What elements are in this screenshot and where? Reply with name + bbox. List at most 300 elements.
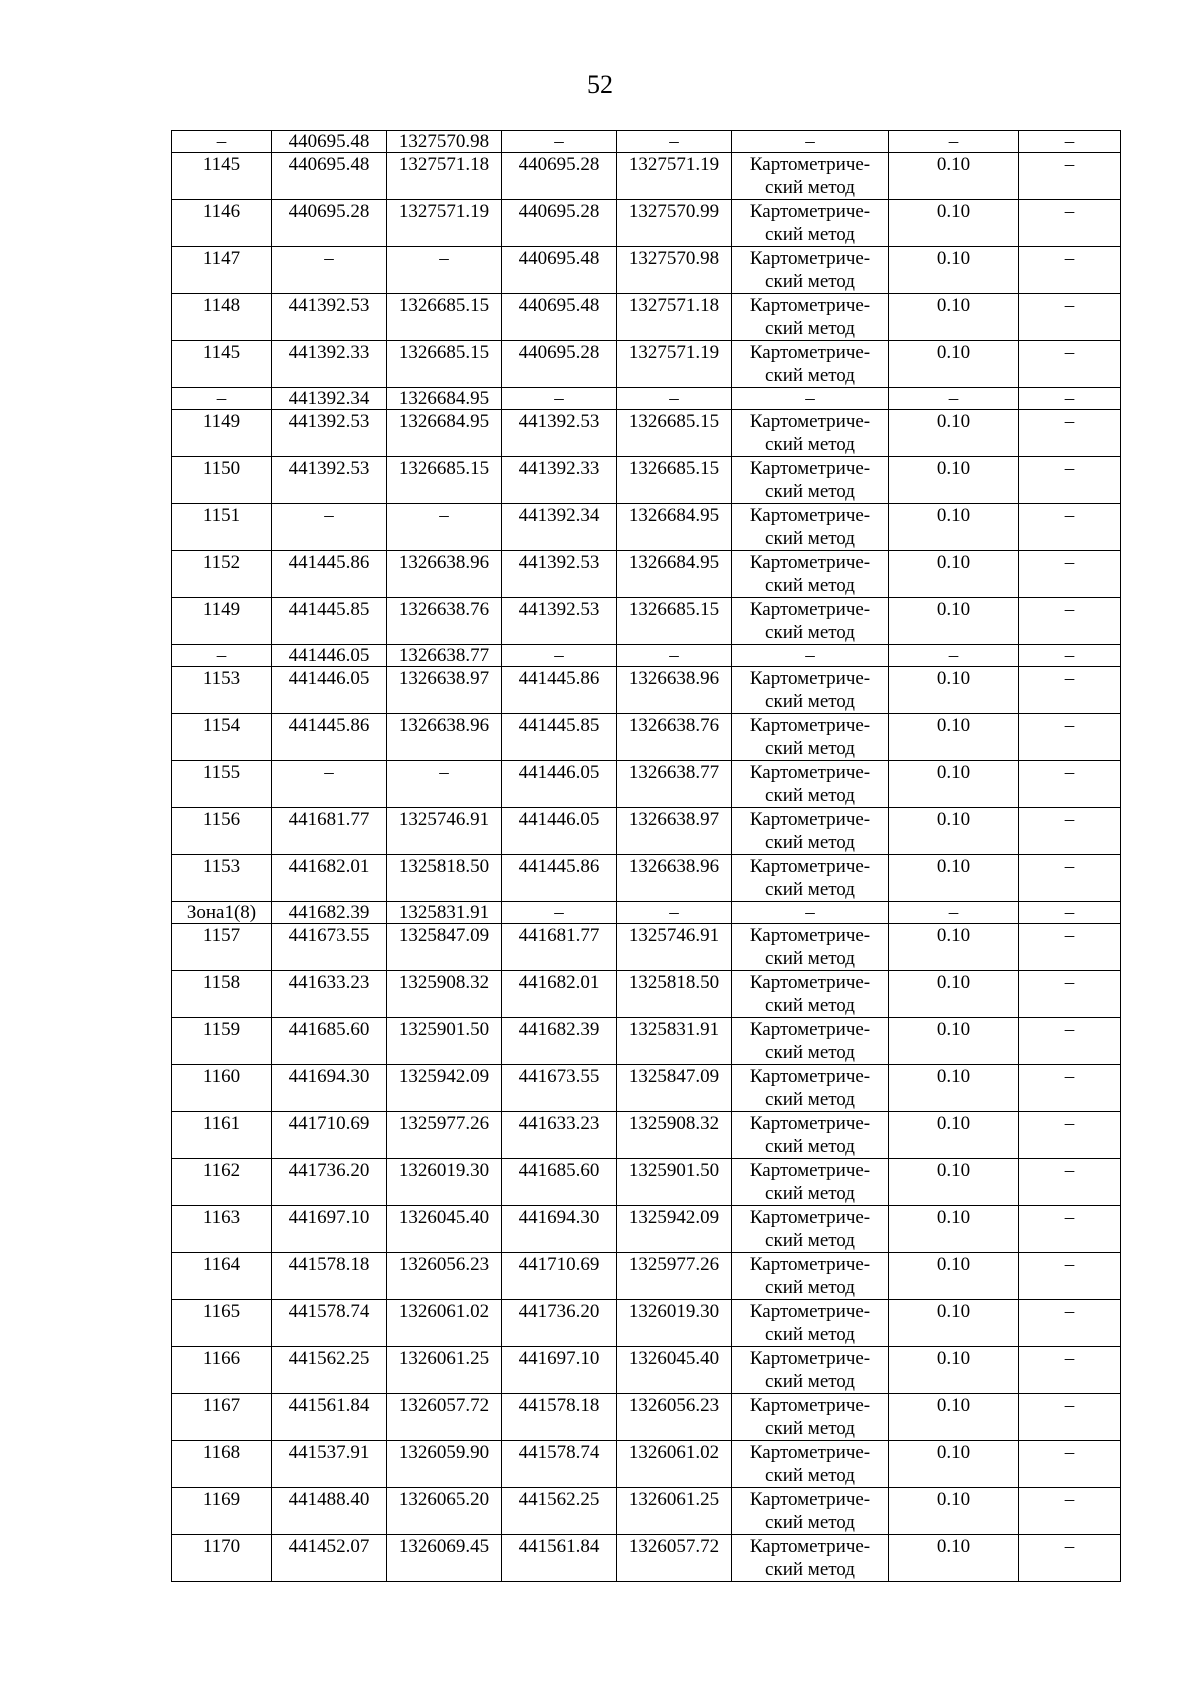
method-line-2: ский метод [765, 1136, 855, 1157]
point-id-cell: 1153 [172, 855, 272, 902]
method-line-1: Картометриче- [749, 856, 871, 877]
point-id-cell: 1157 [172, 924, 272, 971]
method-line-1: Картометриче- [749, 1207, 871, 1228]
method-cell [732, 1112, 889, 1159]
point-id-cell: 1169 [172, 1488, 272, 1535]
x-old-cell: 441392.33 [272, 341, 387, 388]
table-row [172, 924, 1121, 971]
point-id-cell: 1153 [172, 667, 272, 714]
note-cell: – [1019, 504, 1121, 551]
note-cell: – [1019, 1112, 1121, 1159]
point-id-cell: 1145 [172, 153, 272, 200]
y-new-cell: – [617, 131, 732, 153]
x-new-cell: 441562.25 [502, 1488, 617, 1535]
note-cell: – [1019, 1488, 1121, 1535]
note-cell: – [1019, 924, 1121, 971]
x-old-cell: 441446.05 [272, 667, 387, 714]
x-old-cell: 441561.84 [272, 1394, 387, 1441]
method-line-1: Картометриче- [749, 342, 871, 363]
x-old-cell: 441685.60 [272, 1018, 387, 1065]
accuracy-cell: 0.10 [889, 667, 1019, 714]
y-old-cell: 1326059.90 [387, 1441, 502, 1488]
method-line-1: Картометриче- [749, 154, 871, 175]
method-line-1: Картометриче- [749, 668, 871, 689]
y-old-cell: 1326061.02 [387, 1300, 502, 1347]
note-cell: – [1019, 1159, 1121, 1206]
point-id-cell: – [172, 131, 272, 153]
method-line-2: ский метод [765, 1465, 855, 1486]
y-new-cell: 1325908.32 [617, 1112, 732, 1159]
method-line-2: ский метод [765, 948, 855, 969]
method-line-1: Картометриче- [749, 972, 871, 993]
x-new-cell: 441697.10 [502, 1347, 617, 1394]
x-new-cell: 441392.53 [502, 598, 617, 645]
method-line-2: ский метод [765, 224, 855, 245]
x-new-cell: 441578.74 [502, 1441, 617, 1488]
table-row [172, 1159, 1121, 1206]
y-new-cell: 1326685.15 [617, 457, 732, 504]
table-row [172, 1488, 1121, 1535]
point-id-cell: Зона1(8) [172, 902, 272, 924]
x-old-cell: 441392.53 [272, 457, 387, 504]
x-old-cell: 441445.85 [272, 598, 387, 645]
table-row [172, 294, 1121, 341]
x-new-cell: 440695.28 [502, 200, 617, 247]
method-line-1: Картометриче- [749, 201, 871, 222]
x-new-cell: 440695.48 [502, 247, 617, 294]
point-id-cell: 1155 [172, 761, 272, 808]
y-old-cell: 1325818.50 [387, 855, 502, 902]
note-cell: – [1019, 1394, 1121, 1441]
table-row [172, 1065, 1121, 1112]
y-new-cell: 1325831.91 [617, 1018, 732, 1065]
y-new-cell: 1325818.50 [617, 971, 732, 1018]
table-row [172, 1018, 1121, 1065]
accuracy-cell: 0.10 [889, 457, 1019, 504]
x-new-cell: 441633.23 [502, 1112, 617, 1159]
y-new-cell: 1326061.02 [617, 1441, 732, 1488]
accuracy-cell: 0.10 [889, 200, 1019, 247]
method-line-1: Картометриче- [749, 1348, 871, 1369]
method-cell: – [732, 902, 889, 924]
point-id-cell: 1149 [172, 598, 272, 645]
method-line-1: Картометриче- [749, 505, 871, 526]
accuracy-cell: 0.10 [889, 1394, 1019, 1441]
note-cell: – [1019, 1347, 1121, 1394]
x-old-cell: 441681.77 [272, 808, 387, 855]
method-line-2: ский метод [765, 1418, 855, 1439]
point-id-cell: 1165 [172, 1300, 272, 1347]
note-cell: – [1019, 457, 1121, 504]
x-old-cell: 441392.53 [272, 410, 387, 457]
method-cell [732, 971, 889, 1018]
method-line-2: ский метод [765, 1230, 855, 1251]
y-old-cell: 1326019.30 [387, 1159, 502, 1206]
y-new-cell: 1326684.95 [617, 551, 732, 598]
method-line-1: Картометриче- [749, 1160, 871, 1181]
method-line-1: Картометриче- [749, 295, 871, 316]
x-old-cell: 440695.48 [272, 153, 387, 200]
accuracy-cell: 0.10 [889, 504, 1019, 551]
accuracy-cell: 0.10 [889, 551, 1019, 598]
note-cell: – [1019, 1441, 1121, 1488]
note-cell: – [1019, 902, 1121, 924]
y-old-cell: 1325746.91 [387, 808, 502, 855]
method-cell [732, 1018, 889, 1065]
x-old-cell: 441710.69 [272, 1112, 387, 1159]
x-new-cell: 441694.30 [502, 1206, 617, 1253]
x-new-cell: 441445.86 [502, 667, 617, 714]
point-id-cell: 1168 [172, 1441, 272, 1488]
note-cell: – [1019, 1018, 1121, 1065]
note-cell: – [1019, 153, 1121, 200]
point-id-cell: 1150 [172, 457, 272, 504]
method-cell [732, 457, 889, 504]
method-line-2: ский метод [765, 785, 855, 806]
method-line-2: ский метод [765, 691, 855, 712]
accuracy-cell: 0.10 [889, 1441, 1019, 1488]
table-row [172, 153, 1121, 200]
method-line-2: ский метод [765, 879, 855, 900]
table-row [172, 808, 1121, 855]
point-id-cell: 1161 [172, 1112, 272, 1159]
y-old-cell: 1326638.96 [387, 551, 502, 598]
y-old-cell: 1326638.97 [387, 667, 502, 714]
point-id-cell: 1146 [172, 200, 272, 247]
method-line-1: Картометриче- [749, 762, 871, 783]
method-cell [732, 714, 889, 761]
method-cell [732, 504, 889, 551]
table-row [172, 551, 1121, 598]
table-row [172, 1394, 1121, 1441]
y-old-cell: 1325847.09 [387, 924, 502, 971]
page-number: 52 [587, 70, 613, 99]
point-id-cell: 1163 [172, 1206, 272, 1253]
point-id-cell: – [172, 388, 272, 410]
x-new-cell: 441682.39 [502, 1018, 617, 1065]
y-old-cell: – [387, 504, 502, 551]
table-row [172, 1206, 1121, 1253]
note-cell: – [1019, 971, 1121, 1018]
x-new-cell: 441445.86 [502, 855, 617, 902]
accuracy-cell: 0.10 [889, 598, 1019, 645]
accuracy-cell: 0.10 [889, 410, 1019, 457]
x-old-cell: 441578.18 [272, 1253, 387, 1300]
accuracy-cell: 0.10 [889, 247, 1019, 294]
table-row [172, 1253, 1121, 1300]
y-new-cell: 1325977.26 [617, 1253, 732, 1300]
y-old-cell: 1327571.19 [387, 200, 502, 247]
point-id-cell: 1152 [172, 551, 272, 598]
method-cell [732, 924, 889, 971]
y-old-cell: 1326056.23 [387, 1253, 502, 1300]
x-new-cell: 441673.55 [502, 1065, 617, 1112]
point-id-cell: 1167 [172, 1394, 272, 1441]
y-new-cell: 1325847.09 [617, 1065, 732, 1112]
y-new-cell: 1326057.72 [617, 1535, 732, 1582]
y-new-cell: 1326685.15 [617, 410, 732, 457]
method-cell [732, 294, 889, 341]
x-new-cell: – [502, 388, 617, 410]
accuracy-cell: – [889, 388, 1019, 410]
method-cell [732, 1253, 889, 1300]
coordinates-table-body [172, 131, 1121, 1582]
coordinates-table [171, 130, 1121, 1582]
x-new-cell: 441445.85 [502, 714, 617, 761]
y-old-cell: 1325831.91 [387, 902, 502, 924]
method-cell: – [732, 388, 889, 410]
y-new-cell: 1326061.25 [617, 1488, 732, 1535]
note-cell: – [1019, 131, 1121, 153]
method-line-2: ский метод [765, 832, 855, 853]
method-line-1: Картометриче- [749, 1536, 871, 1557]
point-id-cell: 1159 [172, 1018, 272, 1065]
y-new-cell: 1326638.96 [617, 667, 732, 714]
point-id-cell: 1151 [172, 504, 272, 551]
y-old-cell: 1326685.15 [387, 457, 502, 504]
x-new-cell: 441681.77 [502, 924, 617, 971]
x-new-cell: 441392.33 [502, 457, 617, 504]
note-cell: – [1019, 855, 1121, 902]
accuracy-cell: 0.10 [889, 971, 1019, 1018]
method-line-2: ский метод [765, 1042, 855, 1063]
table-row [172, 1300, 1121, 1347]
accuracy-cell: 0.10 [889, 1253, 1019, 1300]
accuracy-cell: 0.10 [889, 153, 1019, 200]
method-line-1: Картометриче- [749, 1066, 871, 1087]
y-new-cell: – [617, 388, 732, 410]
x-new-cell: 441561.84 [502, 1535, 617, 1582]
note-cell: – [1019, 1253, 1121, 1300]
y-old-cell: 1326065.20 [387, 1488, 502, 1535]
method-cell [732, 667, 889, 714]
accuracy-cell: 0.10 [889, 1347, 1019, 1394]
method-line-1: Картометриче- [749, 248, 871, 269]
table-row [172, 598, 1121, 645]
method-line-1: Картометриче- [749, 552, 871, 573]
x-new-cell: 440695.48 [502, 294, 617, 341]
table-row [172, 1347, 1121, 1394]
x-new-cell: 441392.53 [502, 551, 617, 598]
table-row [172, 131, 1121, 153]
note-cell: – [1019, 410, 1121, 457]
table-row [172, 714, 1121, 761]
x-old-cell: 441578.74 [272, 1300, 387, 1347]
x-old-cell: 441682.39 [272, 902, 387, 924]
x-old-cell: 440695.48 [272, 131, 387, 153]
table-row [172, 761, 1121, 808]
method-line-2: ский метод [765, 622, 855, 643]
table-row [172, 410, 1121, 457]
method-line-2: ский метод [765, 1277, 855, 1298]
accuracy-cell: 0.10 [889, 855, 1019, 902]
note-cell: – [1019, 714, 1121, 761]
point-id-cell: 1148 [172, 294, 272, 341]
x-new-cell: 440695.28 [502, 153, 617, 200]
accuracy-cell: 0.10 [889, 341, 1019, 388]
x-old-cell: 441673.55 [272, 924, 387, 971]
y-old-cell: 1326685.15 [387, 294, 502, 341]
method-cell [732, 410, 889, 457]
y-old-cell: 1327570.98 [387, 131, 502, 153]
x-new-cell: – [502, 902, 617, 924]
x-new-cell: 441392.53 [502, 410, 617, 457]
x-old-cell: 441697.10 [272, 1206, 387, 1253]
y-new-cell: 1326638.97 [617, 808, 732, 855]
table-row [172, 902, 1121, 924]
method-cell [732, 808, 889, 855]
y-new-cell: 1327571.18 [617, 294, 732, 341]
accuracy-cell: – [889, 645, 1019, 667]
accuracy-cell: 0.10 [889, 1535, 1019, 1582]
x-old-cell: 441445.86 [272, 551, 387, 598]
method-line-1: Картометриче- [749, 1395, 871, 1416]
note-cell: – [1019, 341, 1121, 388]
method-line-2: ский метод [765, 1559, 855, 1580]
x-new-cell: 441446.05 [502, 808, 617, 855]
note-cell: – [1019, 1065, 1121, 1112]
x-old-cell: 441392.34 [272, 388, 387, 410]
y-new-cell: 1325901.50 [617, 1159, 732, 1206]
method-line-2: ский метод [765, 1089, 855, 1110]
y-old-cell: 1326638.96 [387, 714, 502, 761]
method-line-2: ский метод [765, 318, 855, 339]
accuracy-cell: 0.10 [889, 714, 1019, 761]
table-row [172, 504, 1121, 551]
accuracy-cell: 0.10 [889, 294, 1019, 341]
method-cell [732, 598, 889, 645]
x-old-cell: 441694.30 [272, 1065, 387, 1112]
method-line-2: ский метод [765, 271, 855, 292]
method-line-1: Картометриче- [749, 1019, 871, 1040]
table-row [172, 1441, 1121, 1488]
note-cell: – [1019, 294, 1121, 341]
note-cell: – [1019, 667, 1121, 714]
method-line-2: ский метод [765, 575, 855, 596]
y-new-cell: 1326638.77 [617, 761, 732, 808]
method-cell [732, 761, 889, 808]
accuracy-cell: 0.10 [889, 924, 1019, 971]
method-line-2: ский метод [765, 1512, 855, 1533]
note-cell: – [1019, 598, 1121, 645]
x-old-cell: – [272, 504, 387, 551]
y-new-cell: 1327570.98 [617, 247, 732, 294]
method-line-1: Картометриче- [749, 715, 871, 736]
accuracy-cell: 0.10 [889, 1112, 1019, 1159]
method-cell: – [732, 131, 889, 153]
y-new-cell: 1327571.19 [617, 153, 732, 200]
method-line-2: ский метод [765, 1324, 855, 1345]
point-id-cell: 1166 [172, 1347, 272, 1394]
x-old-cell: 441488.40 [272, 1488, 387, 1535]
x-old-cell: 441682.01 [272, 855, 387, 902]
x-old-cell: 441537.91 [272, 1441, 387, 1488]
x-new-cell: 441736.20 [502, 1300, 617, 1347]
table-row [172, 200, 1121, 247]
accuracy-cell: 0.10 [889, 1300, 1019, 1347]
x-old-cell: 441736.20 [272, 1159, 387, 1206]
table-row [172, 645, 1121, 667]
point-id-cell: 1149 [172, 410, 272, 457]
y-new-cell: 1327570.99 [617, 200, 732, 247]
y-new-cell: 1326638.96 [617, 855, 732, 902]
note-cell: – [1019, 247, 1121, 294]
y-new-cell: 1327571.19 [617, 341, 732, 388]
y-new-cell: – [617, 902, 732, 924]
table-row [172, 971, 1121, 1018]
method-cell [732, 1394, 889, 1441]
y-old-cell: 1326057.72 [387, 1394, 502, 1441]
point-id-cell: – [172, 645, 272, 667]
table-row [172, 1535, 1121, 1582]
y-old-cell: 1327571.18 [387, 153, 502, 200]
x-old-cell: 441446.05 [272, 645, 387, 667]
table-row [172, 457, 1121, 504]
x-new-cell: 441682.01 [502, 971, 617, 1018]
point-id-cell: 1145 [172, 341, 272, 388]
method-cell [732, 551, 889, 598]
y-new-cell: 1326056.23 [617, 1394, 732, 1441]
note-cell: – [1019, 645, 1121, 667]
x-new-cell: 441392.34 [502, 504, 617, 551]
table-row [172, 1112, 1121, 1159]
table-row [172, 388, 1121, 410]
y-new-cell: 1326019.30 [617, 1300, 732, 1347]
y-old-cell: 1326061.25 [387, 1347, 502, 1394]
method-line-2: ский метод [765, 177, 855, 198]
y-old-cell: 1326684.95 [387, 410, 502, 457]
method-cell [732, 1488, 889, 1535]
note-cell: – [1019, 200, 1121, 247]
method-cell [732, 1300, 889, 1347]
y-old-cell: 1326684.95 [387, 388, 502, 410]
point-id-cell: 1154 [172, 714, 272, 761]
y-old-cell: 1325908.32 [387, 971, 502, 1018]
method-cell [732, 200, 889, 247]
y-new-cell: 1326638.76 [617, 714, 732, 761]
x-old-cell: 441445.86 [272, 714, 387, 761]
x-old-cell: 441562.25 [272, 1347, 387, 1394]
table-row [172, 667, 1121, 714]
method-line-2: ский метод [765, 995, 855, 1016]
y-old-cell: – [387, 247, 502, 294]
accuracy-cell: 0.10 [889, 1065, 1019, 1112]
x-new-cell: 441446.05 [502, 761, 617, 808]
note-cell: – [1019, 761, 1121, 808]
accuracy-cell: 0.10 [889, 808, 1019, 855]
y-new-cell: 1325942.09 [617, 1206, 732, 1253]
y-new-cell: – [617, 645, 732, 667]
x-new-cell: 441685.60 [502, 1159, 617, 1206]
method-line-2: ский метод [765, 1371, 855, 1392]
y-new-cell: 1326045.40 [617, 1347, 732, 1394]
table-row [172, 341, 1121, 388]
accuracy-cell: 0.10 [889, 1206, 1019, 1253]
method-cell [732, 1441, 889, 1488]
method-line-1: Картометриче- [749, 1254, 871, 1275]
method-cell [732, 1159, 889, 1206]
x-old-cell: 441452.07 [272, 1535, 387, 1582]
accuracy-cell: 0.10 [889, 1018, 1019, 1065]
point-id-cell: 1147 [172, 247, 272, 294]
method-line-1: Картометриче- [749, 925, 871, 946]
note-cell: – [1019, 551, 1121, 598]
method-line-2: ский метод [765, 738, 855, 759]
y-old-cell: – [387, 761, 502, 808]
point-id-cell: 1160 [172, 1065, 272, 1112]
x-new-cell: 441710.69 [502, 1253, 617, 1300]
method-cell [732, 247, 889, 294]
